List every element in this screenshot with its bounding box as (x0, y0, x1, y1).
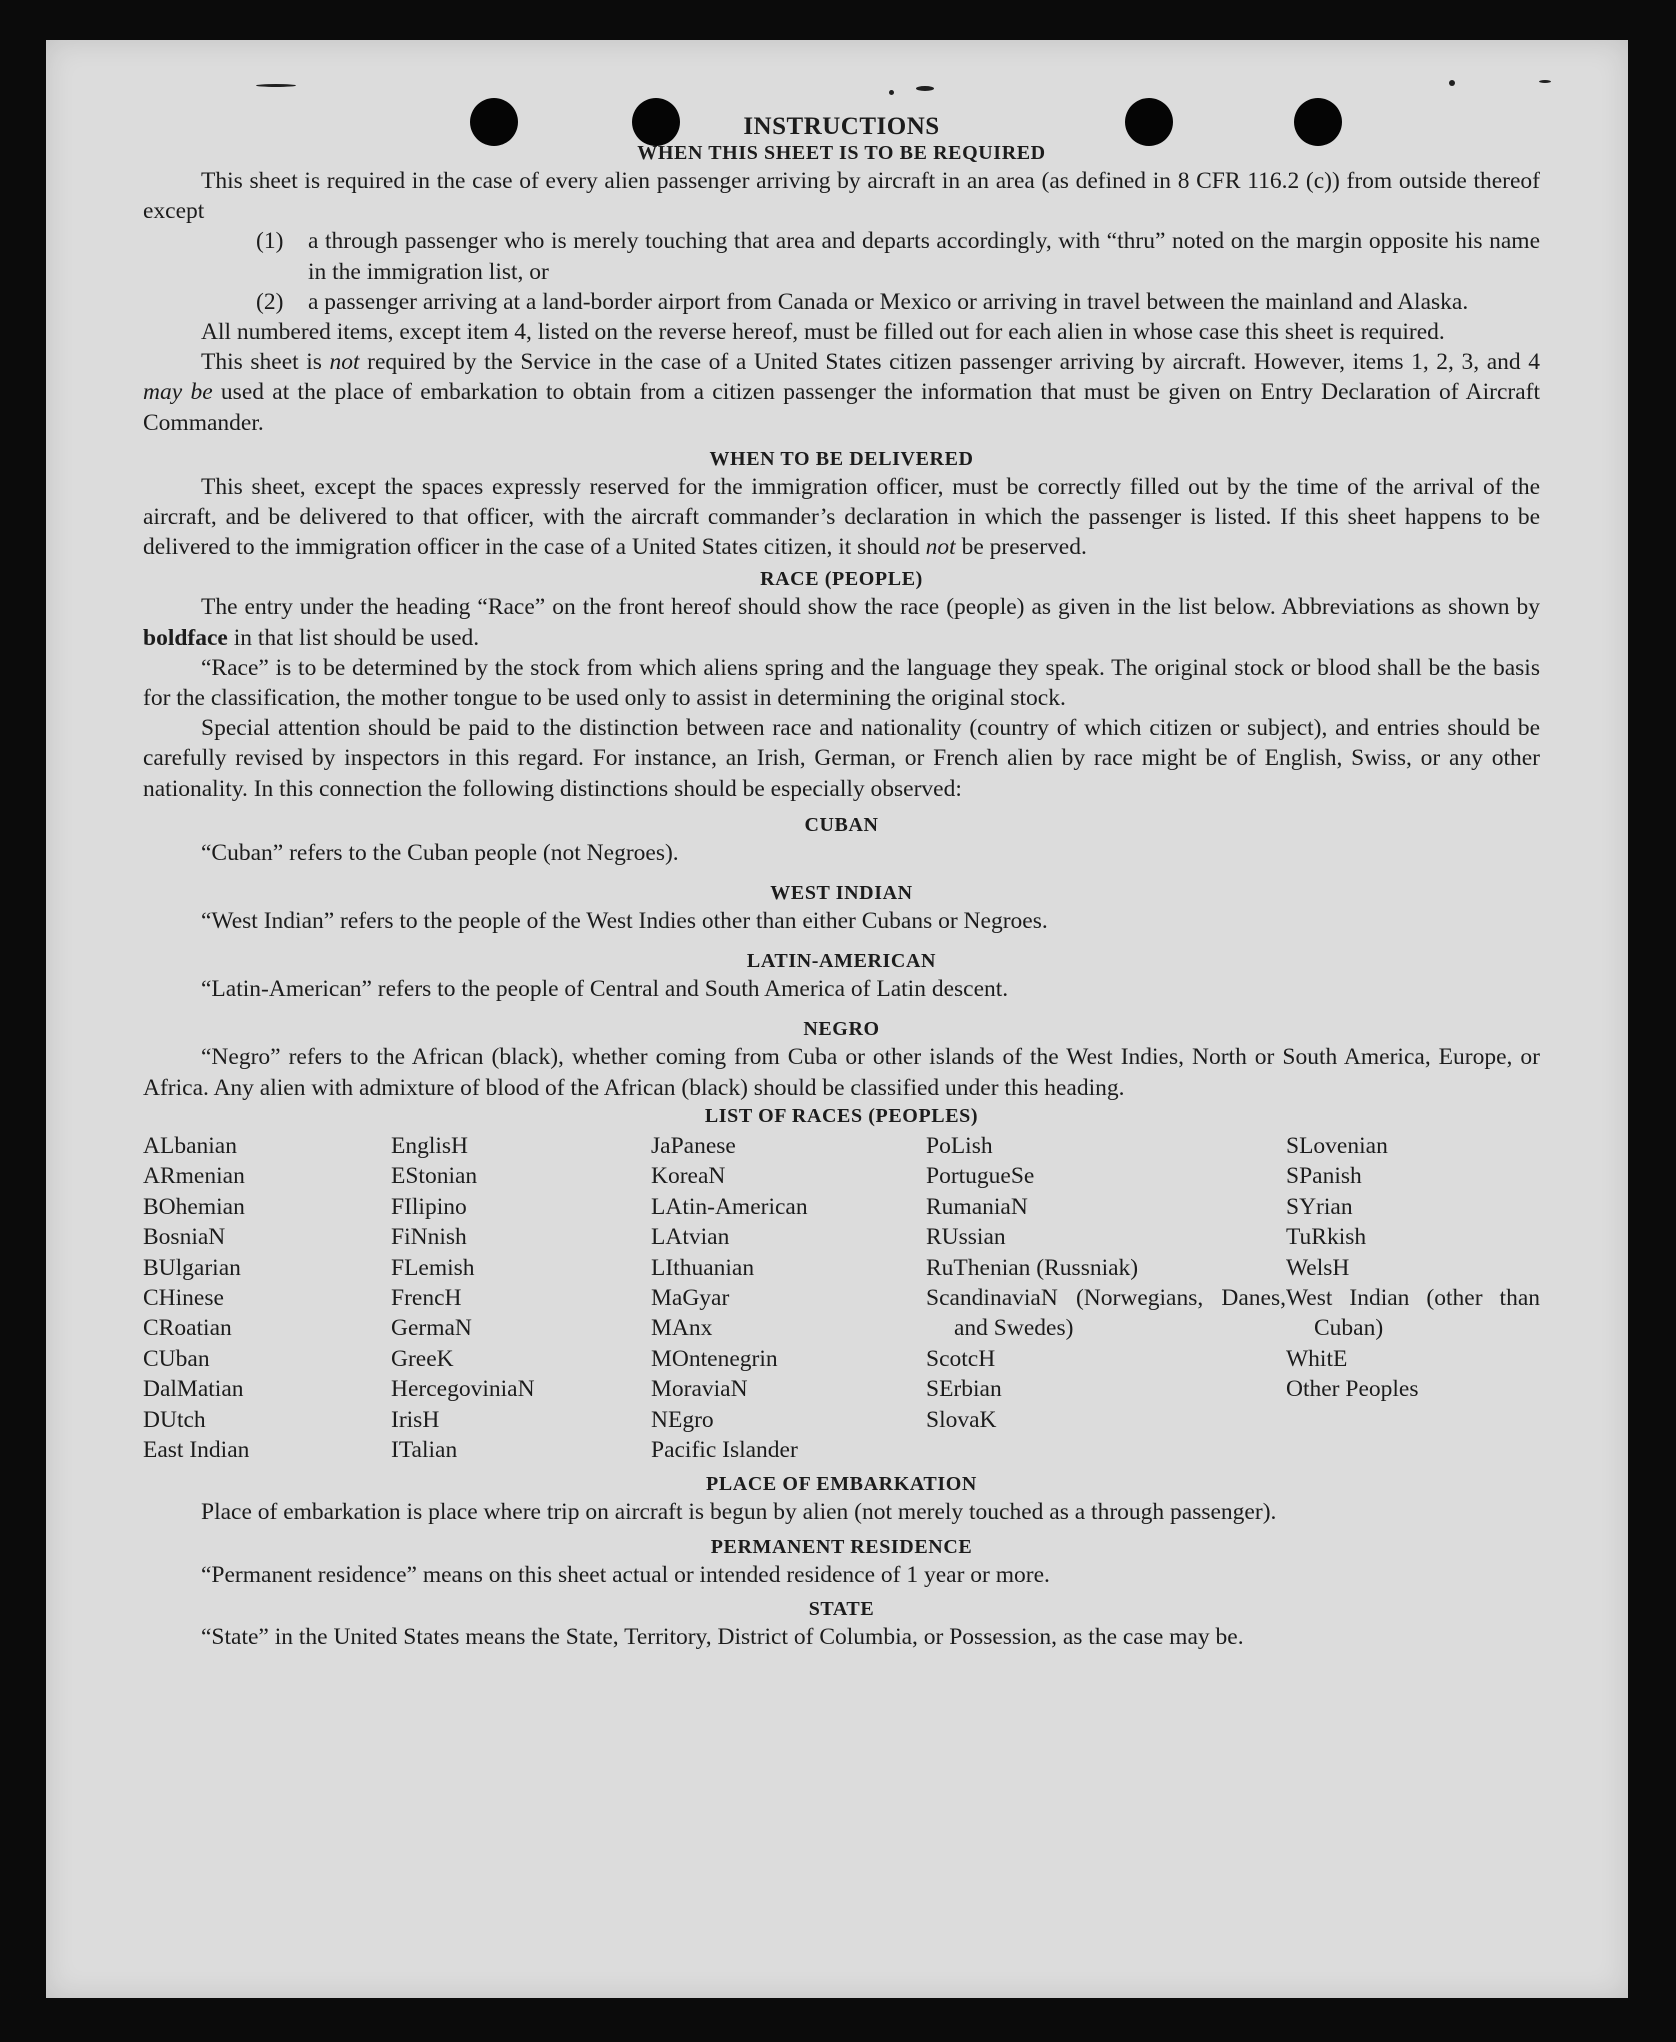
race-entry: WelsH (1286, 1254, 1350, 1281)
emphasis-text: may be (143, 379, 213, 406)
race-entry: KoreaN (651, 1163, 726, 1190)
race-entry: RuThenian (Russniak) (926, 1254, 1139, 1281)
emphasis-text: not (329, 349, 360, 376)
ink-speck (889, 90, 894, 95)
state-paragraph: “State” in the United States means the State, Territory, District of Columbia, or Possession, as the case may be. (201, 1623, 1244, 1650)
required-heading: WHEN THIS SHEET IS TO BE REQUIRED (637, 142, 1046, 164)
delivered-heading: WHEN TO BE DELIVERED (709, 447, 974, 470)
race-entry: SYrian (1286, 1193, 1353, 1220)
race-entry: IrisH (391, 1406, 440, 1433)
race-definition-paragraph: “Race” is to be determined by the stock from which aliens spring and the language they speak. The original stock or blood shall be the basis for the classification, the mother tongue to be used only to assist in determining the original stock. (143, 654, 1540, 712)
exception-number: (2) (256, 288, 284, 315)
race-entry: HercegoviniaN (391, 1376, 535, 1403)
race-entry: ALbanian (143, 1132, 237, 1159)
race-entry: BosniaN (143, 1224, 226, 1251)
delivered-text: be preserved. (961, 534, 1087, 561)
race-entry: JaPanese (651, 1132, 736, 1159)
race-entry: DUtch (143, 1406, 206, 1433)
instructions-section (143, 112, 1540, 1652)
race-entry: CUban (143, 1345, 210, 1372)
exception-number: (1) (256, 228, 284, 255)
race-entry: FLemish (391, 1254, 475, 1281)
race-entry: BOhemian (143, 1193, 245, 1220)
race-entry: ScotcH (926, 1345, 996, 1372)
exception-item (143, 226, 1540, 286)
race-entry: TuRkish (1286, 1224, 1367, 1251)
exception-text: a through passenger who is merely touching that area and departs accordingly, with “thru” noted on the margin opposite his name in the immigration list, or (308, 228, 1540, 285)
ink-speck (1539, 80, 1551, 83)
state-heading: STATE (808, 1597, 875, 1620)
race-text: in that list should be used. (233, 624, 480, 651)
race-entry: DalMatian (143, 1376, 244, 1403)
residence-heading: PERMANENT RESIDENCE (710, 1535, 973, 1558)
numbered-items-paragraph: All numbered items, except item 4, listed on the reverse hereof, must be filled out for each alien in whose case this sheet is required. (201, 319, 1445, 346)
race-entry: FIlipino (391, 1193, 467, 1220)
race-entry: GreeK (391, 1345, 454, 1372)
citizen-text: used at the place of embarkation to obtain from a citizen passenger the information that must be given on Entry Declaration of Aircraft Commander. (143, 379, 1540, 436)
race-entry: Pacific Islander (651, 1436, 798, 1463)
race-entry: RumaniaN (926, 1193, 1028, 1220)
west-indian-paragraph: “West Indian” refers to the people of the West Indies other than either Cubans or Negroes. (201, 908, 1048, 935)
race-entry: EStonian (391, 1163, 478, 1190)
latin-american-heading: LATIN-AMERICAN (746, 950, 937, 973)
exception-item (143, 287, 1540, 317)
embarkation-heading: PLACE OF EMBARKATION (706, 1473, 977, 1496)
races-column (651, 1131, 926, 1465)
citizen-text: This sheet is (201, 349, 322, 376)
race-heading: RACE (PEOPLE) (760, 568, 923, 591)
cuban-heading: CUBAN (804, 813, 879, 836)
race-entry: ARmenian (143, 1163, 245, 1190)
race-entry: GermaN (391, 1315, 472, 1342)
ink-speck (916, 86, 934, 91)
race-entry: RUssian (926, 1224, 1006, 1251)
race-entry: MoraviaN (651, 1376, 748, 1403)
race-entry: SErbian (926, 1376, 1002, 1403)
race-entry: ITalian (391, 1436, 458, 1463)
race-entry: East Indian (143, 1436, 250, 1463)
race-entry: SPanish (1286, 1163, 1362, 1190)
cuban-paragraph: “Cuban” refers to the Cuban people (not Negroes). (201, 839, 679, 866)
delivered-paragraph (143, 472, 1540, 563)
race-entry: BUlgarian (143, 1254, 241, 1281)
required-paragraph: This sheet is required in the case of every alien passenger arriving by aircraft in an area (as defined in 8 CFR 116.2 (c)) from outside thereof except (143, 168, 1540, 225)
race-paragraph (143, 592, 1540, 652)
latin-american-paragraph: “Latin-American” refers to the people of Central and South America of Latin descent. (201, 976, 1009, 1003)
race-entry: MOntenegrin (651, 1345, 778, 1372)
race-entry: NEgro (651, 1406, 714, 1433)
race-entry: SLovenian (1286, 1132, 1388, 1159)
ink-speck (1449, 80, 1455, 86)
race-entry: LAtin-American (651, 1193, 808, 1220)
race-entry: FiNnish (391, 1224, 467, 1251)
negro-paragraph: “Negro” refers to the African (black), whether coming from Cuba or other islands of the West Indies, North or South America, Europe, or Africa. Any alien with admixture of blood of the African (black) should be classified under this heading. (143, 1044, 1540, 1101)
emphasis-text: not (925, 534, 956, 561)
citizen-paragraph (143, 347, 1540, 438)
citizen-text: required by the Service in the case of a United States citizen passenger arriving by aircraft. However, items 1, 2, 3, and 4 (367, 349, 1540, 376)
race-entry: Other Peoples (1286, 1376, 1419, 1403)
bold-text: boldface (143, 624, 228, 651)
embarkation-paragraph: Place of embarkation is place where trip on aircraft is begun by alien (not merely touched as a through passenger). (201, 1499, 1277, 1526)
race-entry: MAnx (651, 1315, 713, 1342)
races-list-heading: LIST OF RACES (PEOPLES) (704, 1104, 979, 1127)
residence-paragraph: “Permanent residence” means on this sheet actual or intended residence of 1 year or more. (201, 1561, 1050, 1588)
race-entry: LIthuanian (651, 1254, 755, 1281)
delivered-text: This sheet, except the spaces expressly reserved for the immigration officer, must be correctly filled out by the time of the arrival of the aircraft, and be delivered to that officer, with the aircraft commander’s declaration in which the passenger is listed. If this sheet happens to be delivered to the immigration officer in the case of a United States citizen, it should (143, 473, 1540, 561)
exception-text: a passenger arriving at a land-border airport from Canada or Mexico or arriving in travel between the mainland and Alaska. (308, 288, 1469, 315)
instructions-title: INSTRUCTIONS (743, 113, 940, 140)
races-list (143, 1131, 1540, 1465)
race-entry: SlovaK (926, 1406, 997, 1433)
negro-heading: NEGRO (803, 1018, 880, 1041)
race-entry: MaGyar (651, 1284, 730, 1311)
race-entry: CHinese (143, 1284, 224, 1311)
race-entry: WhitE (1286, 1345, 1348, 1372)
races-column (1286, 1131, 1540, 1465)
race-entry: EnglisH (391, 1132, 469, 1159)
race-text: The entry under the heading “Race” on the front hereof should show the race (people) as given in the list below. Abbreviations as shown by (201, 594, 1540, 621)
race-entry: PortugueSe (926, 1163, 1035, 1190)
race-entry: West Indian (other than Cuban) (1286, 1284, 1540, 1342)
race-entry: LAtvian (651, 1224, 730, 1251)
ink-speck (256, 84, 296, 87)
west-indian-heading: WEST INDIAN (770, 882, 913, 905)
races-column (926, 1131, 1286, 1465)
race-entry: FrencH (391, 1284, 462, 1311)
races-column (143, 1131, 391, 1465)
race-entry: ScandinaviaN (Norwegians, Danes, and Swedes) (926, 1284, 1286, 1342)
races-column (391, 1131, 651, 1465)
race-entry: CRoatian (143, 1315, 232, 1342)
race-entry: PoLish (926, 1132, 993, 1159)
special-attention-paragraph: Special attention should be paid to the distinction between race and nationality (country of which citizen or subject), and entries should be carefully revised by inspectors in this regard. For instance, an Irish, German, or French alien by race might be of English, Swiss, or any other nationality. In this connection the following distinctions should be especially observed: (143, 715, 1540, 802)
